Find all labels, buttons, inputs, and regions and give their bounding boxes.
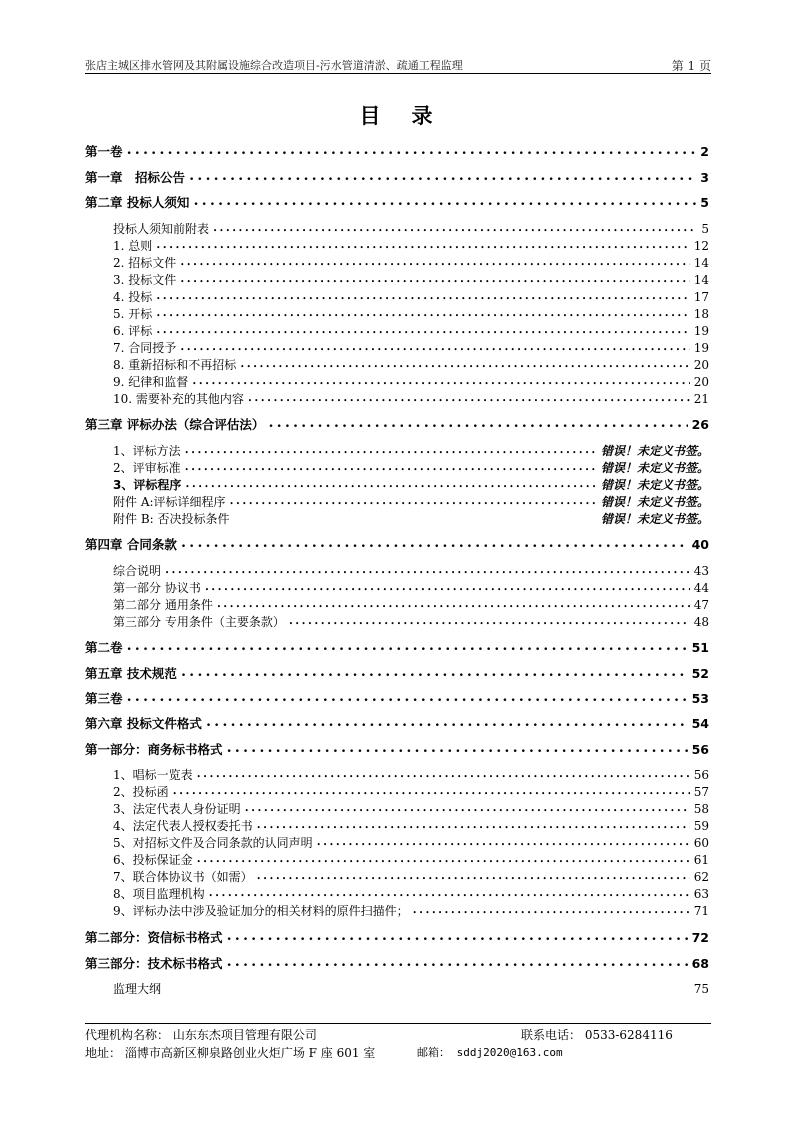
toc-entry[interactable]: 3. 投标文件 • • • 14 — [113, 271, 709, 289]
toc-entry[interactable]: 第三章 评标办法（综合评估法） • • • 26 — [85, 416, 709, 434]
toc-entry[interactable]: 监理大纲 75 — [113, 982, 709, 996]
dot-leader — [248, 392, 690, 410]
toc-entry[interactable]: 第一卷 • • • 2 — [85, 143, 709, 161]
dot-leader — [206, 717, 688, 735]
toc-entry[interactable]: 第四章 合同条款 • • • 40 — [85, 536, 709, 554]
toc-entry[interactable]: 5. 开标 • • • 18 — [113, 305, 709, 323]
dot-leader — [289, 615, 690, 633]
toc-entry[interactable]: 1. 总则 • • • 12 — [113, 237, 709, 255]
toc-entry[interactable]: 第一章 招标公告 • • • 3 — [85, 169, 709, 187]
error-bookmark: 错误！未定义书签。 — [600, 512, 709, 526]
dot-leader — [227, 957, 688, 975]
dot-leader — [127, 145, 697, 163]
footer-email: 邮箱： sddj2020@163.com — [417, 1046, 563, 1059]
toc-entry[interactable]: 3、法定代表人身份证明 • • • 58 — [113, 800, 709, 818]
toc-entry[interactable]: 8. 重新招标和不再招标 • • • 20 — [113, 356, 709, 374]
dot-leader — [268, 418, 687, 436]
dot-leader — [127, 692, 688, 710]
toc-entry[interactable]: 第三卷 • • • 53 — [85, 690, 709, 708]
dot-leader — [189, 171, 696, 189]
toc-entry[interactable]: 第二卷 • • • 51 — [85, 639, 709, 657]
toc-entry[interactable]: 第三部分：技术标书格式 • • • 68 — [85, 955, 709, 973]
footer-agency: 代理机构名称： 山东东杰项目管理有限公司 — [85, 1028, 317, 1042]
toc-entry[interactable]: 6. 评标 • • • 19 — [113, 322, 709, 340]
toc-entry[interactable]: 附件 B: 否决投标条件 错误！未定义书签。 — [113, 512, 709, 526]
header-page-number: 第 1 页 — [671, 59, 711, 73]
toc-entry[interactable]: 10. 需要补充的其他内容 • • • 21 — [113, 390, 709, 408]
page-footer — [85, 1026, 711, 1062]
toc-entry[interactable]: 2、评审标准 • • • 错误！未定义书签。 — [113, 459, 709, 477]
toc-entry[interactable]: 6、投标保证金 • • • 61 — [113, 851, 709, 869]
toc-entry[interactable]: 附件 A:评标详细程序 • • • 错误！未定义书签。 — [113, 493, 709, 511]
toc-entry[interactable]: 第五章 技术规范 • • • 52 — [85, 665, 709, 683]
footer-phone: 联系电话： 0533-6284116 — [521, 1028, 673, 1042]
dot-leader — [181, 667, 688, 685]
toc-entry[interactable]: 1、评标方法 • • • 错误！未定义书签。 — [113, 442, 709, 460]
toc-entry[interactable]: 4、法定代表人授权委托书 • • • 59 — [113, 817, 709, 835]
dot-leader — [413, 904, 690, 922]
dot-leader — [227, 931, 688, 949]
toc-entry[interactable]: 综合说明 • • • 43 — [113, 562, 709, 580]
toc-entry[interactable]: 4. 投标 • • • 17 — [113, 288, 709, 306]
error-bookmark: 错误！未定义书签。 — [600, 444, 709, 458]
error-bookmark: 错误！未定义书签。 — [600, 461, 709, 475]
toc-entry[interactable]: 2、投标函 • • • 57 — [113, 783, 709, 801]
toc-entry[interactable]: 7. 合同授予 • • • 19 — [113, 339, 709, 357]
toc-entry[interactable]: 第一部分 协议书 • • • 44 — [113, 579, 709, 597]
toc-entry[interactable]: 8、项目监理机构 • • • 63 — [113, 885, 709, 903]
toc-entry[interactable]: 5、对招标文件及合同条款的认同声明 • • • 60 — [113, 834, 709, 852]
dot-leader — [181, 538, 688, 556]
error-bookmark: 错误！未定义书签。 — [600, 495, 709, 509]
dot-leader — [193, 196, 696, 214]
error-bookmark: 错误！未定义书签。 — [600, 478, 709, 492]
toc-entry[interactable]: 第二部分 通用条件 • • • 47 — [113, 596, 709, 614]
toc-entry[interactable]: 2. 招标文件 • • • 14 — [113, 254, 709, 272]
toc-entry[interactable]: 第六章 投标文件格式 • • • 54 — [85, 715, 709, 733]
footer-rule — [85, 1023, 711, 1024]
footer-address: 地址： 淄博市高新区柳泉路创业火炬广场 F 座 601 室 — [85, 1046, 376, 1060]
toc-entry[interactable]: 第二部分：资信标书格式 • • • 72 — [85, 929, 709, 947]
dot-leader — [227, 743, 688, 761]
toc-entry[interactable]: 第三部分 专用条件（主要条款） • • • 48 — [113, 613, 709, 631]
toc-entry[interactable]: 3、评标程序 • • • 错误！未定义书签。 — [113, 476, 709, 494]
toc-entry[interactable]: 第二章 投标人须知 • • • 5 — [85, 194, 709, 212]
toc-entry[interactable]: 1、唱标一览表 • • • 56 — [113, 766, 709, 784]
header-title: 张店主城区排水管网及其附属设施综合改造项目-污水管道清淤、疏通工程监理 — [85, 59, 463, 72]
toc-entry[interactable]: 第一部分：商务标书格式 • • • 56 — [85, 741, 709, 759]
toc-entry[interactable]: 9. 纪律和监督 • • • 20 — [113, 373, 709, 391]
toc-entry[interactable]: 9、评标办法中涉及验证加分的相关材料的原件扫描件； • • • 71 — [113, 902, 709, 920]
title-char-1: 目 — [359, 104, 382, 128]
dot-leader — [127, 641, 688, 659]
title-char-2: 录 — [411, 104, 434, 128]
toc-entry[interactable]: 7、联合体协议书（如需） • • • 62 — [113, 868, 709, 886]
toc-entry[interactable]: 投标人须知前附表 • • • 5 — [113, 220, 709, 238]
